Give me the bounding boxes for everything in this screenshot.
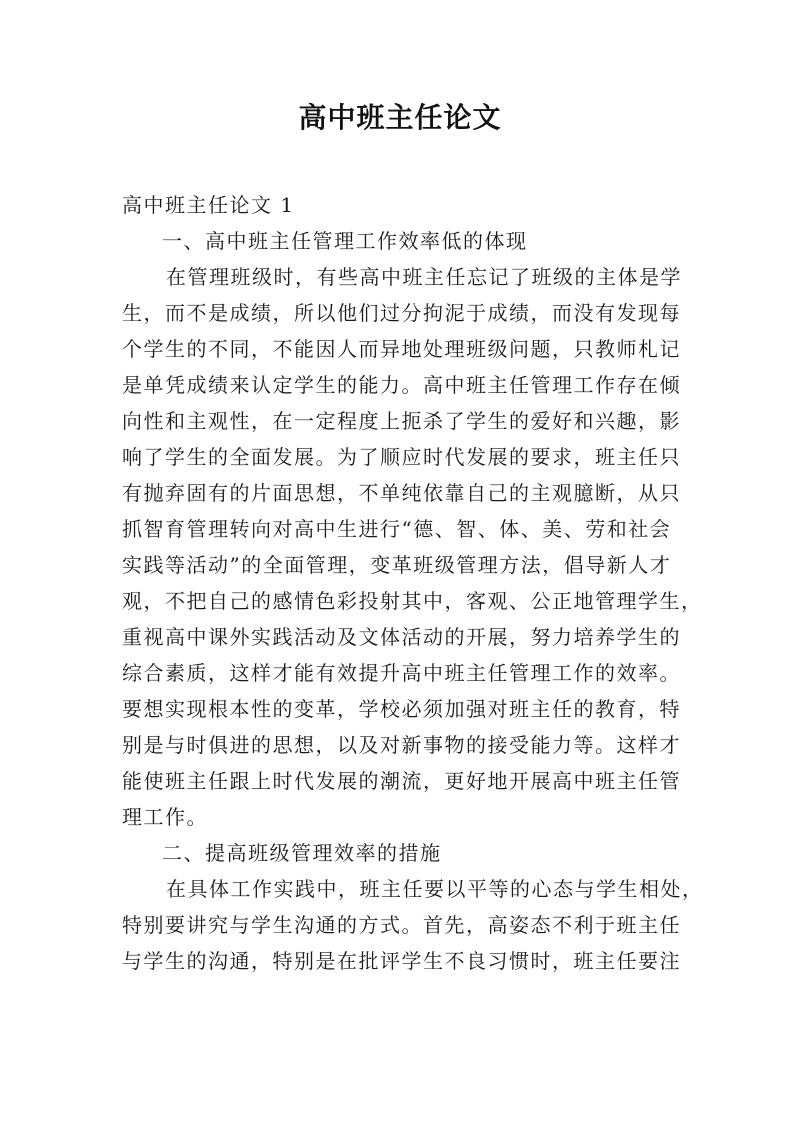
section-heading-1: 一、高中班主任管理工作效率低的体现: [162, 229, 528, 253]
paragraph-1-line: 在管理班级时，有些高中班主任忘记了班级的主体是学: [166, 265, 682, 289]
paragraph-1-line: 生，而不是成绩，所以他们过分拘泥于成绩，而没有发现每: [122, 301, 681, 325]
paragraph-1-line: 响了学生的全面发展。为了顺应时代发展的要求，班主任只: [122, 445, 681, 469]
paragraph-2-line: 与学生的沟通，特别是在批评学生不良习惯时，班主任要注: [122, 949, 681, 973]
document-title: 高中班主任论文: [298, 101, 502, 134]
paragraph-1-line: 要想实现根本性的变革，学校必须加强对班主任的教育，特: [122, 697, 681, 721]
paragraph-2-line: 特别要讲究与学生沟通的方式。首先，高姿态不利于班主任: [122, 913, 681, 937]
section-subtitle: 高中班主任论文 1: [122, 193, 295, 217]
paragraph-1-line: 能使班主任跟上时代发展的潮流，更好地开展高中班主任管: [122, 769, 681, 793]
paragraph-1-line: 是单凭成绩来认定学生的能力。高中班主任管理工作存在倾: [122, 373, 681, 397]
paragraph-2-line: 在具体工作实践中，班主任要以平等的心态与学生相处，: [166, 877, 704, 901]
paragraph-1-line: 向性和主观性，在一定程度上扼杀了学生的爱好和兴趣，影: [122, 409, 681, 433]
paragraph-1-line: 观，不把自己的感情色彩投射其中，客观、公正地管理学生，: [122, 589, 703, 613]
paragraph-1-line: 重视高中课外实践活动及文体活动的开展，努力培养学生的: [122, 625, 681, 649]
paragraph-1-line: 理工作。: [122, 805, 208, 829]
paragraph-1-line: 有抛弃固有的片面思想，不单纯依靠自己的主观臆断，从只: [122, 481, 681, 505]
section-heading-2: 二、提高班级管理效率的措施: [162, 841, 442, 865]
paragraph-1-line: 抓智育管理转向对高中生进行“德、智、体、美、劳和社会: [122, 517, 672, 541]
paragraph-1-line: 综合素质，这样才能有效提升高中班主任管理工作的效率。: [122, 661, 681, 685]
paragraph-1-line: 别是与时俱进的思想，以及对新事物的接受能力等。这样才: [122, 733, 681, 757]
paragraph-1-line: 实践等活动”的全面管理，变革班级管理方法，倡导新人才: [122, 553, 672, 577]
document-body: [122, 187, 704, 979]
paragraph-1-line: 个学生的不同，不能因人而异地处理班级问题，只教师札记: [122, 337, 681, 361]
